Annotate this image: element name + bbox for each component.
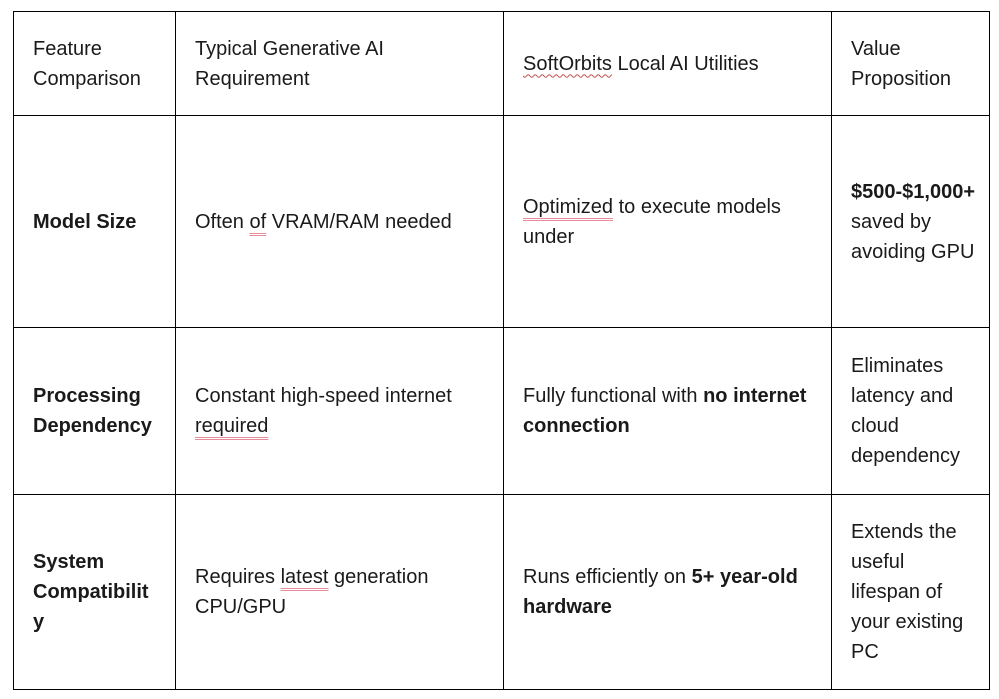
header-value-proposition: Value Proposition (832, 12, 990, 116)
cell-value: $500-$1,000+ saved by avoiding GPU (832, 116, 990, 328)
header-softorbits-utilities: SoftOrbits Local AI Utilities (504, 12, 832, 116)
comparison-table (13, 11, 990, 690)
table-row (14, 495, 990, 690)
table-header-row (14, 12, 990, 116)
header-typical-requirement: Typical Generative AI Requirement (176, 12, 504, 116)
cell-softorbits: Optimized to execute models under (504, 116, 832, 328)
cell-softorbits: Fully functional with no internet connection (504, 328, 832, 495)
row-label-system-compatibility: System Compatibilit y (14, 495, 176, 690)
header-feature-comparison: Feature Comparison (14, 12, 176, 116)
table-row (14, 328, 990, 495)
cell-softorbits: Runs efficiently on 5+ year-old hardware (504, 495, 832, 690)
table-row (14, 116, 990, 328)
grammar-word: latest (280, 566, 329, 588)
grammar-word: of (249, 210, 267, 233)
cell-typical: Requires latest generation CPU/GPU (176, 495, 504, 690)
cell-value: Eliminates latency and cloud dependency (832, 328, 990, 495)
spellcheck-word: SoftOrbits (523, 52, 612, 75)
row-label-model-size: Model Size (14, 116, 176, 328)
grammar-word: required (195, 415, 269, 437)
cell-typical: Often of VRAM/RAM needed (176, 116, 504, 328)
grammar-word: Optimized (523, 195, 614, 218)
cell-typical: Constant high-speed internet required (176, 328, 504, 495)
cell-value: Extends the useful lifespan of your existing PC (832, 495, 990, 690)
row-label-processing-dependency: Processing Dependency (14, 328, 176, 495)
